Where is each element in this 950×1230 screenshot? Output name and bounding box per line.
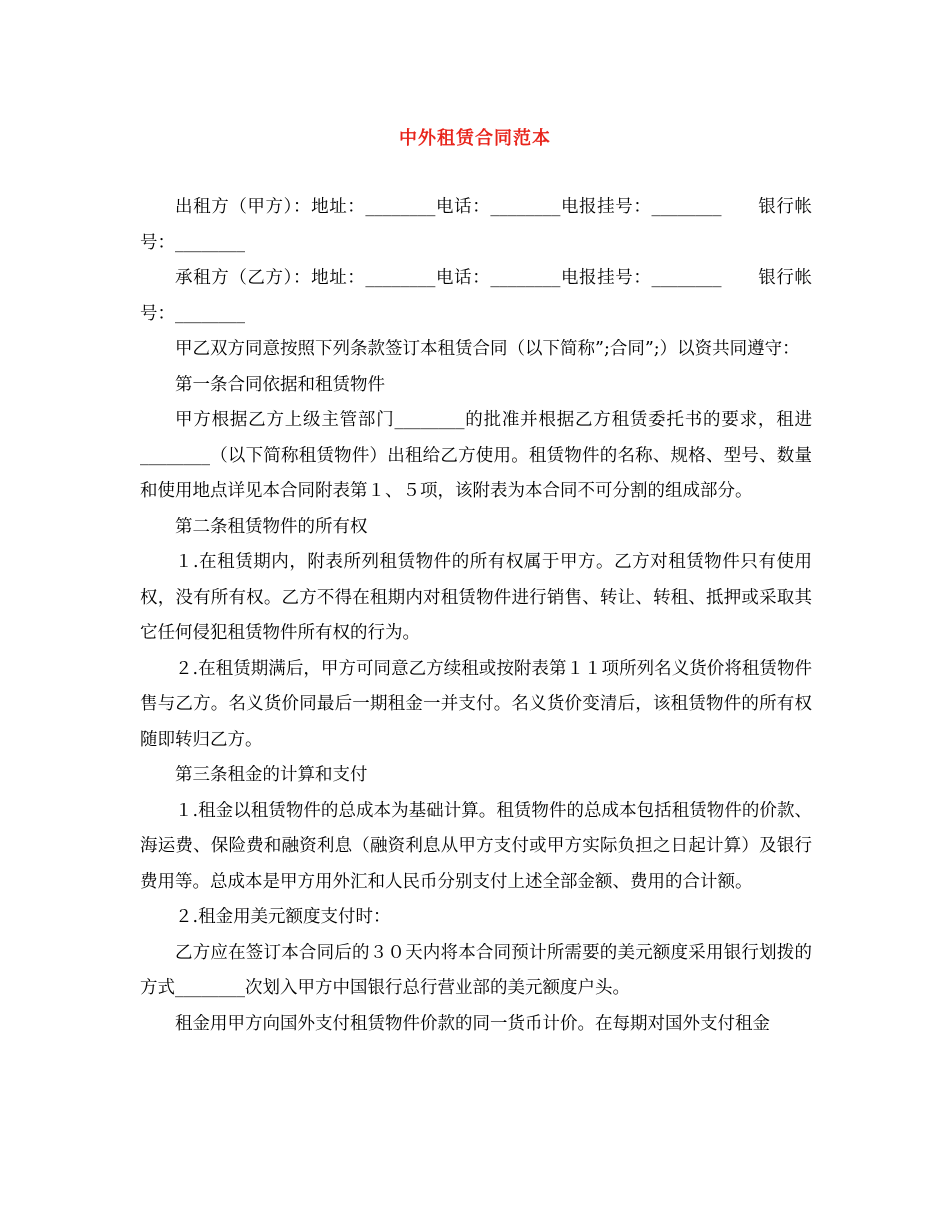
article-2-heading: 第二条租赁物件的所有权 [175, 516, 368, 537]
paragraph-lessee-info: 承租方（乙方）：地址：________电话：________电报挂号：________ 银行帐号：________ [140, 268, 812, 324]
document-body [140, 190, 812, 1042]
paragraph-agreement-intro: 甲乙双方同意按照下列条款签订本租赁合同（以下简称”;合同”;）以资共同遵守： [175, 339, 800, 359]
article-1-heading: 第一条合同依据和租赁物件 [175, 374, 385, 395]
article-3-clause-2: ２.租金用美元额度支付时： [175, 907, 391, 927]
article-2-clause-1: １.在租赁期内，附表所列租赁物件的所有权属于甲方。乙方对租赁物件只有使用权，没有所有权。乙方不得在租期内对租赁物件进行销售、转让、转租、抵押或采取其它任何侵犯租赁物件所有权的行为。 [140, 552, 812, 643]
article-3-heading: 第三条租金的计算和支付 [175, 765, 368, 785]
article-1-body: 甲方根据乙方上级主管部门________的批准并根据乙方租赁委托书的要求，租进________（以下简称租赁物件）出租给乙方使用。租赁物件的名称、规格、型号、数量和使用地点详见本合同附表第１、５项，该附表为本合同不可分割的组成部分。 [140, 410, 812, 501]
article-2-clause-2: ２.在租赁期满后，甲方可同意乙方续租或按附表第１１项所列名义货价将租赁物件售与乙方。名义货价同最后一期租金一并支付。名义货价变清后，该租赁物件的所有权随即转归乙方。 [140, 658, 812, 750]
document-title: 中外租赁合同范本 [399, 128, 551, 149]
paragraph-lessor-info: 出租方（甲方）：地址：________电话：________电报挂号：________ 银行帐号：________ [140, 197, 812, 253]
article-3-pricing: 租金用甲方向国外支付租赁物件价款的同一货币计价。在每期对国外支付租金 [175, 1013, 770, 1034]
article-3-clause-1: １.租金以租赁物件的总成本为基础计算。租赁物件的总成本包括租赁物件的价款、海运费、保险费和融资利息（融资利息从甲方支付或甲方实际负担之日起计算）及银行费用等。总成本是甲方用外汇和人民币分别支付上述全部金额、费用的合计额。 [140, 800, 812, 892]
article-3-clause-2-detail: 乙方应在签订本合同后的３０天内将本合同预计所需要的美元额度采用银行划拨的方式________次划入甲方中国银行总行营业部的美元额度户头。 [140, 942, 812, 998]
